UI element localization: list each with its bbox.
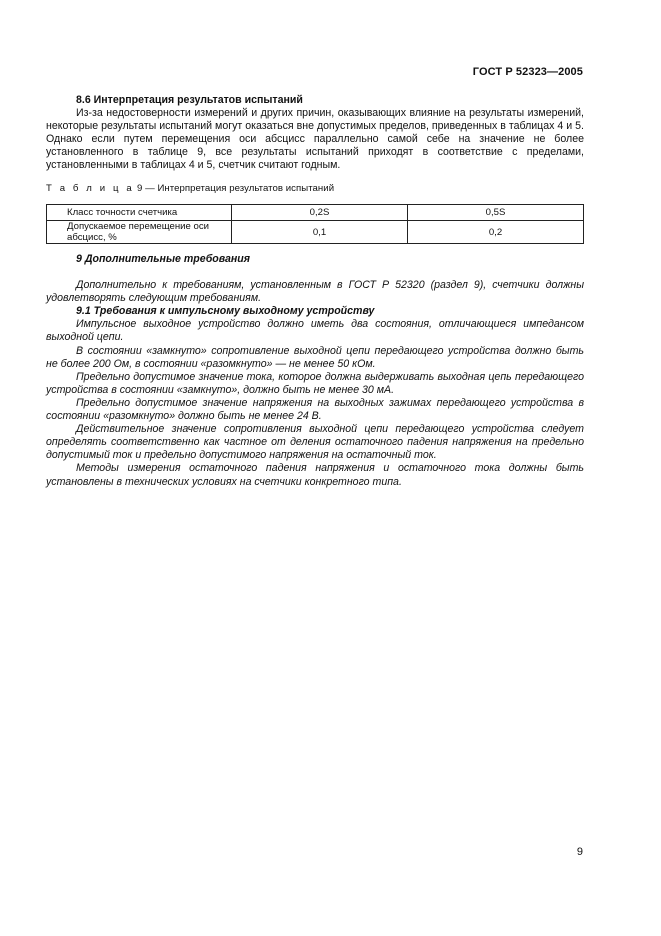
section-9-paragraph: Предельно допустимое значение тока, которое должна выдерживать выходная цепь передающего устройства в состоянии «замкнуто», должно быть не менее 30 мА. <box>46 370 584 396</box>
table-cell-value: 0,2 <box>408 221 584 244</box>
section-8-6 <box>46 94 584 173</box>
section-8-6-heading: 8.6 Интерпретация результатов испытаний <box>76 94 303 106</box>
section-9-paragraph: Импульсное выходное устройство должно иметь два состояния, отличающиеся импедансом выходной цепи. <box>46 318 584 344</box>
section-9-paragraph: В состоянии «замкнуто» сопротивление выходной цепи передающего устройства должно быть не более 200 Ом, в состоянии «разомкнуто» — не менее 50 кОм. <box>46 344 584 370</box>
section-9-paragraph: Методы измерения остаточного падения напряжения и остаточного тока должны быть установлены в технических условиях на счетчики конкретного типа. <box>46 462 584 488</box>
table-9-caption-text: 9 — Интерпретация результатов испытаний <box>134 183 335 194</box>
table-cell-value: 0,5S <box>408 205 584 221</box>
page-number: 9 <box>576 846 583 858</box>
section-9 <box>46 253 584 489</box>
table-row <box>47 221 584 244</box>
section-9-heading: 9 Дополнительные требования <box>76 253 251 265</box>
table-cell-value: 0,2S <box>232 205 408 221</box>
table-9-caption-prefix: Т а б л и ц а <box>46 183 135 194</box>
section-9-paragraph: Действительное значение сопротивления выходной цепи передающего устройства следует определять соответственно как частное от деления остаточного падения напряжения на предельно допустимый ток и предельно допустимого напряжения на остаточный ток. <box>46 423 584 462</box>
document-id: ГОСТ Р 52323—2005 <box>472 66 583 78</box>
table-cell-label: Допускаемое перемещение оси абсцисс, % <box>47 221 232 244</box>
section-9-paragraph: Предельно допустимое значение напряжения на выходных зажимах передающего устройства в состоянии «разомкнуто» должно быть не менее 24 В. <box>46 396 584 423</box>
section-9-intro: Дополнительно к требованиям, установленным в ГОСТ Р 52320 (раздел 9), счетчики должны удовлетворять следующим требованиям. <box>46 279 584 305</box>
table-row <box>47 205 584 221</box>
table-cell-value: 0,1 <box>232 221 408 244</box>
table-9-caption <box>46 183 334 194</box>
section-8-6-paragraph: Из-за недостоверности измерений и других причин, оказывающих влияние на результаты измерений, некоторые результаты испытаний могут оказаться вне допустимых пределов, приведенных в таблицах 4 и 5. Однако если путем перемещения оси абсцисс параллельно самой себе на значение не более установленного в таблице 9, все результаты испытаний приходят в соответствие с пределами, установленными в таблицах 4 и 5, счетчик считают годным. <box>46 107 584 172</box>
table-cell-label: Класс точности счетчика <box>47 205 232 221</box>
section-9-1-heading: 9.1 Требования к импульсному выходному устройству <box>76 305 375 318</box>
table-9 <box>46 204 584 244</box>
